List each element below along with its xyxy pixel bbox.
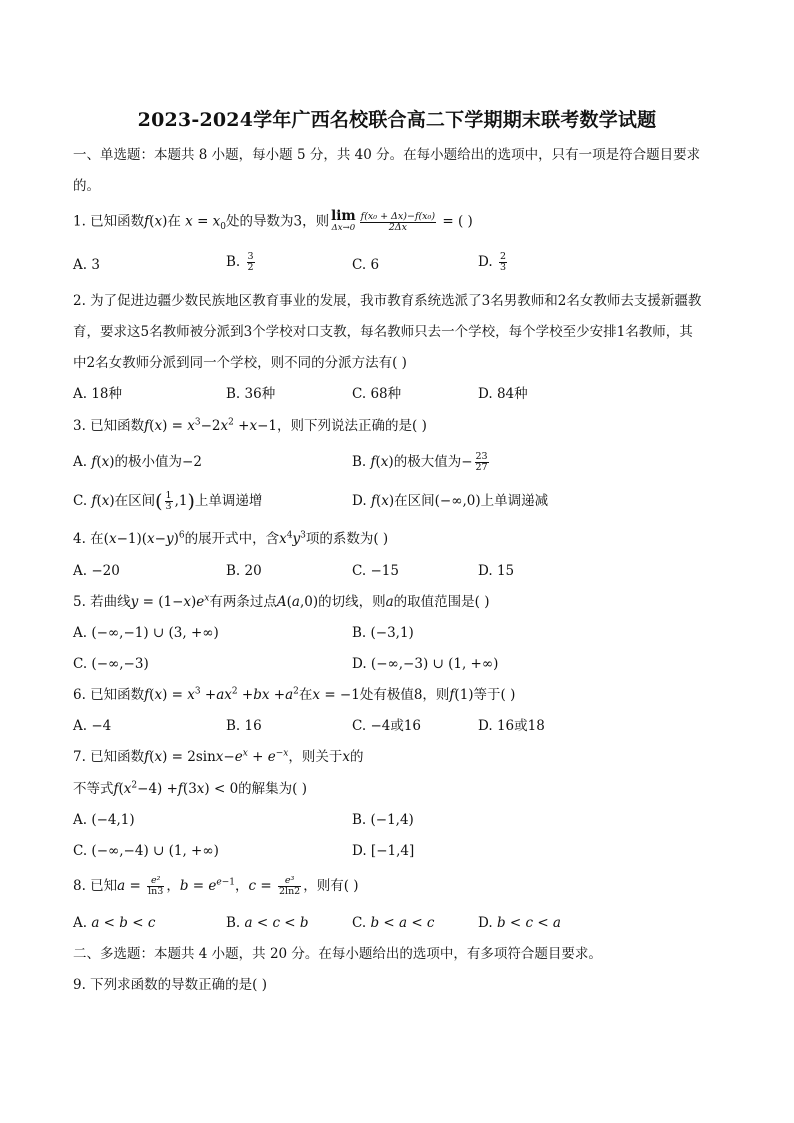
- question-5: 5. 若曲线$y = (1-x)e^x$有两条过点A(a,0)的切线，则a的取值范围是( ): [73, 593, 490, 610]
- q8-option-c: C. b < a < c: [352, 915, 435, 931]
- q1-option-d: D. $\frac{2}{3}$: [478, 251, 506, 273]
- question-8: 8. 已知a = $\frac{\text{e²}}{\ln 3}$ ，$b = e^{e-1}$，c = $\frac{\text{e³}}{2\ln 2}$ ，则有( ): [73, 875, 359, 897]
- q3-option-d: D. f(x)在区间(−∞,0)上单调递减: [352, 493, 549, 509]
- q3-option-c: C. f(x)在区间( $\frac{1}{3}$ ,1)上单调递增: [73, 490, 263, 513]
- limit-expression: lim Δx→0: [331, 208, 356, 233]
- q1-option-c: C. 6: [352, 257, 380, 273]
- q1-option-a: A. 3: [73, 257, 100, 273]
- section-1-heading-cont: 的。: [73, 178, 100, 194]
- q4-option-b: B. 20: [226, 563, 262, 579]
- q6-option-d: D. 16或18: [478, 718, 545, 734]
- q7-option-d: D. [−1,4]: [352, 843, 415, 859]
- question-2-line-2: 育，要求这5名教师被分派到3个学校对口支教，每名教师只去一个学校，每个学校至少安排1名教师，其: [73, 324, 693, 340]
- q7-option-b: B. (−1,4): [352, 812, 414, 828]
- q3-option-b: B. f(x)的极大值为− $\frac{23}{27}$: [352, 451, 488, 473]
- q6-option-a: A. −4: [73, 718, 112, 734]
- q2-option-b: B. 36种: [226, 386, 276, 402]
- q8-option-b: B. a < c < b: [226, 915, 309, 931]
- question-6: 6. 已知函数$f(x) = x^3 +ax^2 +bx +a^2$在x = −1处有极值8，则f(1)等于( ): [73, 686, 516, 703]
- q2-option-d: D. 84种: [478, 386, 528, 402]
- q7-option-c: C. (−∞,−4) ∪ (1, +∞): [73, 843, 219, 859]
- q4-option-c: C. −15: [352, 563, 399, 579]
- q4-option-a: A. −20: [73, 563, 120, 579]
- q4-option-d: D. 15: [478, 563, 515, 579]
- question-9: 9. 下列求函数的导数正确的是( ): [73, 977, 267, 993]
- q3-option-a: A. f(x)的极小值为−2: [73, 454, 202, 470]
- question-3: 3. 已知函数$f(x) = x^3-2x^2 +x-1$，则下列说法正确的是( ): [73, 417, 427, 434]
- q5-option-a: A. (−∞,−1) ∪ (3, +∞): [73, 625, 219, 641]
- q6-option-b: B. 16: [226, 718, 262, 734]
- q1-option-b: B. $\frac{3}{2}$: [226, 251, 254, 273]
- page-title: 2023-2024学年广西名校联合高二下学期期末联考数学试题: [137, 109, 657, 131]
- question-2-line-1: 2. 为了促进边疆少数民族地区教育事业的发展，我市教育系统选派了3名男教师和2名女教师去支援新疆教: [73, 293, 702, 309]
- question-2-line-3: 中2名女教师分派到同一个学校，则不同的分派方法有( ): [73, 355, 407, 371]
- q8-option-a: A. a < b < c: [73, 915, 156, 931]
- q2-option-a: A. 18种: [73, 386, 123, 402]
- question-7-line-2: 不等式$f(x^2-4) +f(3x) < 0$的解集为( ): [73, 780, 307, 797]
- q8-option-d: D. b < c < a: [478, 915, 561, 931]
- section-2-heading: 二、多选题：本题共 4 小题，共 20 分。在每小题给出的选项中，有多项符合题目要求。: [73, 946, 602, 962]
- q5-option-b: B. (−3,1): [352, 625, 414, 641]
- q5-option-d: D. (−∞,−3) ∪ (1, +∞): [352, 656, 499, 672]
- question-1: 1. 已知函数f(x)在 $x = x_0$处的导数为3，则 lim Δx→0 $\frac{\text{f(x₀ + Δx)−f(x₀)}}{2\Delta x}$ = ( ): [73, 208, 473, 233]
- question-7: 7. 已知函数$f(x) = 2\sin x-e^x + e^{-x}$，则关于x的: [73, 748, 364, 765]
- q7-option-a: A. (−4,1): [73, 812, 135, 828]
- question-4: 4. 在$(x-1)(x-y)^6$的展开式中，含$x^4y^3$项的系数为( ): [73, 530, 389, 547]
- q1-fraction: $\frac{\text{f(x₀ + Δx)−f(x₀)}}{2\Delta x}$: [360, 210, 436, 233]
- q2-option-c: C. 68种: [352, 386, 402, 402]
- q6-option-c: C. −4或16: [352, 718, 422, 734]
- q5-option-c: C. (−∞,−3): [73, 656, 149, 672]
- section-1-heading: 一、单选题：本题共 8 小题，每小题 5 分，共 40 分。在每小题给出的选项中，只有一项是符合题目要求: [73, 147, 701, 163]
